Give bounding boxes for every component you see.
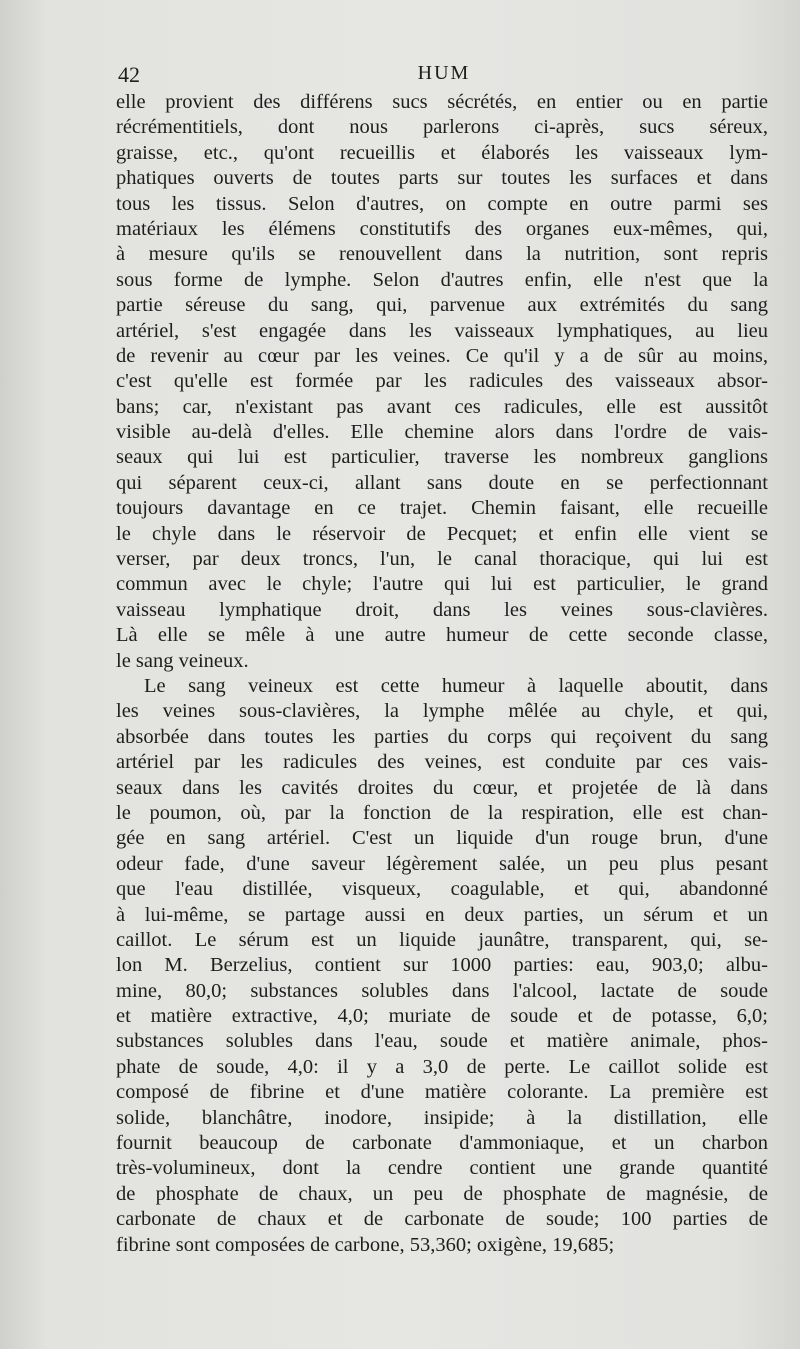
text-line: visible au-delà d'elles. Elle chemine alors dans l'ordre de vais-: [116, 421, 768, 444]
text-line: de phosphate de chaux, un peu de phosphate de magnésie, de: [116, 1182, 768, 1205]
text-line: les veines sous-clavières, la lymphe mêlée au chyle, et qui,: [116, 700, 768, 723]
text-line: que l'eau distillée, visqueux, coagulable, et qui, abandonné: [116, 878, 768, 901]
text-line: absorbée dans toutes les parties du corps qui reçoivent du sang: [116, 725, 768, 748]
text-line: toujours davantage en ce trajet. Chemin faisant, elle recueille: [116, 497, 768, 520]
text-line: mine, 80,0; substances solubles dans l'alcool, lactate de soude: [116, 979, 768, 1002]
text-line: commun avec le chyle; l'autre qui lui est particulier, le grand: [116, 573, 768, 596]
text-line: c'est qu'elle est formée par les radicules des vaisseaux absor-: [116, 370, 768, 393]
text-line: récrémentitiels, dont nous parlerons ci-après, sucs séreux,: [116, 116, 768, 139]
text-line: artériel, s'est engagée dans les vaisseaux lymphatiques, au lieu: [116, 319, 768, 342]
text-line: partie séreuse du sang, qui, parvenue aux extrémités du sang: [116, 294, 768, 317]
text-line: gée en sang artériel. C'est un liquide d'un rouge brun, d'une: [116, 827, 768, 850]
text-line: Le sang veineux est cette humeur à laquelle aboutit, dans: [144, 674, 768, 697]
text-line: le sang veineux.: [116, 649, 249, 672]
text-line: caillot. Le sérum est un liquide jaunâtre, transparent, qui, se-: [116, 928, 768, 951]
text-line: substances solubles dans l'eau, soude et matière animale, phos-: [116, 1030, 768, 1053]
text-line: fournit beaucoup de carbonate d'ammoniaque, et un charbon: [116, 1132, 768, 1155]
text-line: fibrine sont composées de carbone, 53,360; oxigène, 19,685;: [116, 1233, 615, 1256]
text-line: très-volumineux, dont la cendre contient une grande quantité: [116, 1157, 768, 1180]
text-line: verser, par deux troncs, l'un, le canal thoracique, qui lui est: [116, 548, 768, 571]
text-line: de revenir au cœur par les veines. Ce qu'il y a de sûr au moins,: [116, 344, 768, 367]
text-line: artériel par les radicules des veines, est conduite par ces vais-: [116, 751, 768, 774]
page-number: 42: [118, 62, 140, 87]
text-line: seaux dans les cavités droites du cœur, et projetée de là dans: [116, 776, 768, 799]
text-line: seaux qui lui est particulier, traverse les nombreux ganglions: [116, 446, 768, 469]
text-line: à mesure qu'ils se renouvellent dans la nutrition, sont repris: [116, 243, 768, 266]
text-line: odeur fade, d'une saveur légèrement salée, un peu plus pesant: [116, 852, 768, 875]
text-line: le poumon, où, par la fonction de la respiration, elle est chan-: [116, 801, 768, 824]
text-line: lon M. Berzelius, contient sur 1000 parties: eau, 903,0; albu-: [116, 954, 768, 977]
text-line: et matière extractive, 4,0; muriate de soude et de potasse, 6,0;: [116, 1005, 768, 1028]
page-header: [118, 62, 770, 90]
text-line: le chyle dans le réservoir de Pecquet; et enfin elle vient se: [116, 522, 768, 545]
text-line: composé de fibrine et d'une matière colorante. La première est: [116, 1081, 768, 1104]
text-line: phatiques ouverts de toutes parts sur toutes les surfaces et dans: [116, 167, 768, 190]
running-head: HUM: [417, 62, 471, 84]
text-line: solide, blanchâtre, inodore, insipide; à la distillation, elle: [116, 1106, 768, 1129]
text-line: sous forme de lymphe. Selon d'autres enfin, elle n'est que la: [116, 268, 768, 291]
text-line: matériaux les élémens constitutifs des organes eux-mêmes, qui,: [116, 217, 768, 240]
text-line: carbonate de chaux et de carbonate de soude; 100 parties de: [116, 1208, 768, 1231]
text-line: phate de soude, 4,0: il y a 3,0 de perte. Le caillot solide est: [116, 1055, 768, 1078]
text-line: vaisseau lymphatique droit, dans les veines sous-clavières.: [116, 598, 768, 621]
text-line: tous les tissus. Selon d'autres, on compte en outre parmi ses: [116, 192, 768, 215]
text-line: graisse, etc., qu'ont recueillis et élaborés les vaisseaux lym-: [116, 141, 768, 164]
text-line: bans; car, n'existant pas avant ces radicules, elle est aussitôt: [116, 395, 768, 418]
text-line: à lui-même, se partage aussi en deux parties, un sérum et un: [116, 903, 768, 926]
text-line: Là elle se mêle à une autre humeur de cette seconde classe,: [116, 624, 768, 647]
text-line: qui séparent ceux-ci, allant sans doute en se perfectionnant: [116, 471, 768, 494]
body-text: [116, 90, 768, 1258]
text-line: elle provient des différens sucs sécrétés, en entier ou en partie: [116, 91, 768, 113]
